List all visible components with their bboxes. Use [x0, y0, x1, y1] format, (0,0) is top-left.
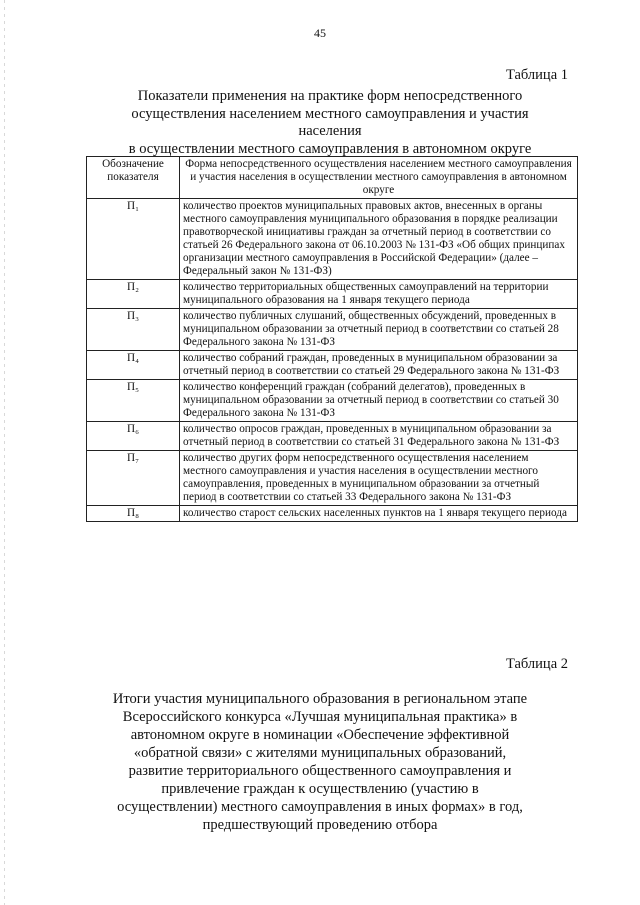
table2-caption: Таблица 2 [505, 656, 568, 672]
indicator-form: количество публичных слушаний, общественных обсуждений, проведенных в муниципальном образовании за отчетный период в соответствии со статьей 28 Федерального закона № 131-ФЗ [180, 309, 578, 351]
indicator-code: П₄ [87, 351, 180, 380]
indicator-code: П₂ [87, 280, 180, 309]
table-header-row [87, 157, 578, 199]
table-row [87, 422, 578, 451]
indicator-code: П₃ [87, 309, 180, 351]
table-row [87, 451, 578, 506]
indicators-table [86, 156, 578, 522]
header-form: Форма непосредственного осуществления населением местного самоуправления и участия населения в осуществлении местного самоуправления в автономном округе [180, 157, 578, 199]
table1-title-line: Показатели применения на практике форм непосредственного [137, 88, 523, 104]
table-row [87, 506, 578, 522]
table1-title-line: осуществления населением местного самоуправления и участия населения [131, 105, 529, 139]
indicator-form: количество конференций граждан (собраний делегатов), проведенных в муниципальном образовании за отчетный период в соответствии со статьей 30 Федерального закона № 131-ФЗ [180, 380, 578, 422]
indicator-code: П₁ [87, 199, 180, 280]
indicator-form: количество старост сельских населенных пунктов на 1 января текущего периода [180, 506, 578, 522]
table-row [87, 199, 578, 280]
indicator-form: количество опросов граждан, проведенных в муниципальном образовании за отчетный период в соответствии со статьей 31 Федерального закона № 131-ФЗ [180, 422, 578, 451]
scan-edge-artifact [4, 0, 5, 905]
indicator-code: П₈ [87, 506, 180, 522]
table-row [87, 351, 578, 380]
table-row [87, 280, 578, 309]
indicator-code: П₇ [87, 451, 180, 506]
table1-caption: Таблица 1 [505, 67, 568, 83]
table-row [87, 309, 578, 351]
indicator-code: П₆ [87, 422, 180, 451]
indicator-code: П₅ [87, 380, 180, 422]
table1-title [100, 88, 560, 158]
table1-title-line: в осуществлении местного самоуправления в автономном округе [128, 140, 532, 157]
indicator-form: количество проектов муниципальных правовых актов, внесенных в органы местного самоуправления муниципального образования в порядке реализации правотворческой инициативы граждан за отчетный период в соответствии со статьей 26 Федерального закона от 06.10.2003 № 131-ФЗ «Об общих принципах организации местного самоуправления в Российской Федерации» (далее – Федеральный закон № 131-ФЗ) [180, 199, 578, 280]
indicator-form: количество собраний граждан, проведенных в муниципальном образовании за отчетный период в соответствии со статьей 29 Федерального закона № 131-ФЗ [180, 351, 578, 380]
page-number: 45 [314, 26, 326, 40]
indicator-form: количество территориальных общественных самоуправлений на территории муниципального образования на 1 января текущего периода [180, 280, 578, 309]
header-code: Обозначение показателя [87, 157, 180, 199]
table2-title: Итоги участия муниципального образования в региональном этапе Всероссийского конкурса «Лучшая муниципальная практика» в автономном округе в номинации «Обеспечение эффективной «обратной связи» с жителями муниципальных образований, развитие территориального общественного самоуправления и привлечение граждан к осуществлению (участию в осуществлении) местного самоуправления в иных формах» в год, предшествующий проведению отбора [112, 691, 528, 833]
table-row [87, 380, 578, 422]
indicator-form: количество других форм непосредственного осуществления населением местного самоуправления и участия населения в осуществлении местного самоуправления, проведенных в муниципальном образовании за отчетный период в соответствии со статьей 33 Федерального закона № 131-ФЗ [180, 451, 578, 506]
